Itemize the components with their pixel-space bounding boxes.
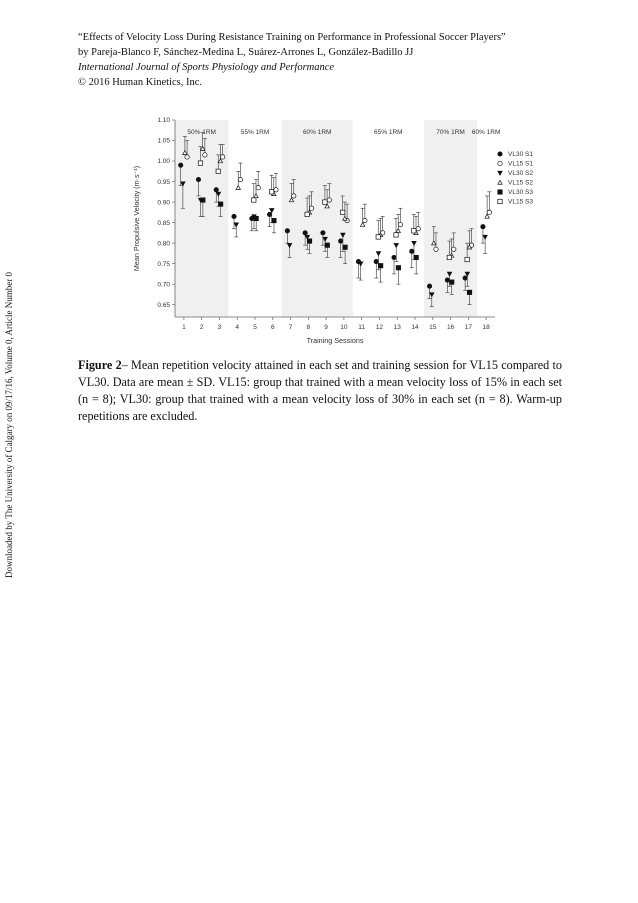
x-tick-label: 2 — [199, 324, 204, 331]
data-point — [447, 255, 451, 259]
data-point — [185, 155, 189, 159]
legend-marker-2 — [498, 161, 502, 165]
data-point — [256, 186, 260, 190]
data-point — [363, 218, 367, 222]
data-point — [254, 194, 258, 198]
x-tick-label: 13 — [393, 324, 401, 331]
y-tick-label: 0.80 — [157, 240, 170, 248]
data-point — [412, 229, 416, 233]
data-point — [338, 239, 342, 243]
x-tick-label: 16 — [446, 324, 455, 331]
data-point — [412, 241, 416, 245]
data-point — [467, 290, 471, 294]
data-point — [340, 210, 344, 214]
data-point — [376, 252, 380, 256]
phase-label-5: 70% 1RM — [436, 129, 465, 136]
data-point — [376, 235, 380, 239]
data-point — [327, 198, 331, 202]
data-point — [396, 229, 400, 233]
data-point — [198, 161, 202, 165]
x-tick-label: 8 — [306, 324, 311, 331]
data-point — [394, 233, 398, 237]
figure-label: Figure 2 — [78, 358, 122, 372]
x-tick-label: 17 — [464, 324, 472, 331]
data-point — [218, 202, 222, 206]
data-point — [232, 214, 236, 218]
figure-caption — [78, 357, 562, 425]
y-tick-label: 1.05 — [157, 137, 170, 145]
y-tick-label: 0.85 — [157, 219, 170, 227]
data-point — [360, 222, 364, 226]
phase-label-1: 50% 1RM — [187, 129, 216, 136]
x-axis-title: Training Sessions — [306, 336, 364, 345]
data-point — [254, 216, 258, 220]
phase-band-3 — [282, 120, 353, 317]
data-point — [234, 223, 238, 227]
legend-label-5: VL30 S3 — [508, 189, 533, 196]
data-point — [203, 153, 207, 157]
data-point — [414, 255, 418, 259]
x-tick-label: 15 — [429, 324, 437, 331]
data-point — [196, 177, 200, 181]
data-point — [434, 247, 438, 251]
data-point — [483, 235, 487, 239]
phase-label-3: 60% 1RM — [302, 129, 332, 136]
x-tick-label: 5 — [253, 324, 257, 331]
data-point — [445, 278, 449, 282]
data-point — [292, 194, 296, 198]
phase-label-2: 55% 1RM — [240, 129, 270, 136]
y-axis-title: Mean Propulsive Velocity (m·s⁻¹) — [132, 165, 141, 272]
legend-label-2: VL15 S1 — [508, 160, 533, 168]
legend-marker-1 — [498, 152, 502, 156]
y-tick-label: 0.70 — [157, 281, 170, 289]
x-tick-label: 14 — [411, 324, 419, 331]
data-point — [427, 284, 431, 288]
data-point — [378, 263, 382, 267]
data-point — [238, 177, 242, 181]
data-point — [398, 222, 402, 226]
data-point — [220, 155, 224, 159]
legend-marker-4 — [498, 180, 502, 184]
data-point — [452, 247, 456, 251]
data-point — [465, 257, 469, 261]
data-point — [214, 188, 218, 192]
data-point — [178, 163, 182, 167]
y-tick-label: 1.10 — [157, 117, 170, 125]
paper-header — [78, 30, 578, 90]
data-point — [323, 200, 327, 204]
data-point — [267, 212, 271, 216]
y-tick-label: 0.75 — [157, 260, 170, 268]
data-point — [463, 276, 467, 280]
data-point — [410, 249, 414, 253]
x-tick-label: 10 — [340, 324, 348, 331]
article-title: “Effects of Velocity Loss During Resistance Training on Performance in Professional Soccer Players” — [78, 32, 506, 43]
data-point — [307, 239, 311, 243]
data-point — [343, 245, 347, 249]
data-point — [272, 218, 276, 222]
data-point — [325, 243, 329, 247]
data-point — [487, 210, 491, 214]
y-tick-label: 0.65 — [157, 301, 170, 309]
data-point — [252, 198, 256, 202]
legend-label-1: VL30 S1 — [508, 151, 533, 158]
data-point — [321, 231, 325, 235]
article-authors: by Pareja-Blanco F, Sánchez-Medina L, Suárez-Arrones L, González-Badillo JJ — [78, 47, 414, 58]
legend-label-6: VL15 S3 — [508, 198, 533, 206]
data-point — [450, 280, 454, 284]
data-point — [236, 186, 240, 190]
x-tick-label: 3 — [217, 324, 222, 331]
download-watermark: Downloaded by The University of Calgary on 09/17/16, Volume 0, Article Number 0 — [4, 272, 14, 578]
y-tick-label: 1.00 — [157, 158, 170, 166]
legend-marker-3 — [498, 171, 502, 175]
phase-label-4: 65% 1RM — [374, 129, 403, 136]
x-tick-label: 12 — [375, 324, 384, 331]
legend-label-4: VL15 S2 — [508, 179, 533, 187]
x-tick-label: 9 — [324, 324, 328, 331]
y-tick-label: 0.90 — [157, 199, 170, 207]
legend-label-3: VL30 S2 — [508, 170, 533, 177]
data-point — [392, 255, 396, 259]
data-point — [305, 212, 309, 216]
data-point — [396, 266, 400, 270]
data-point — [374, 259, 378, 263]
x-tick-label: 11 — [358, 324, 366, 331]
legend-marker-6 — [498, 199, 502, 203]
y-tick-label: 0.95 — [157, 178, 170, 186]
data-point — [303, 231, 307, 235]
data-point — [485, 214, 489, 218]
data-point — [394, 243, 398, 247]
x-tick-label: 18 — [482, 324, 490, 331]
x-tick-label: 4 — [235, 324, 240, 331]
figure-caption-text: – Mean repetition velocity attained in each set and training session for VL15 compared to VL30. Data are mean ± SD. VL15: group that trained with a mean velocity loss of 15% in each set (n = 8); VL30: group that trained with a mean velocity loss of 30% in each set (n = 8). Warm-up repetitions are excluded. — [78, 358, 562, 423]
data-point — [216, 169, 220, 173]
data-point — [201, 198, 205, 202]
copyright-line: © 2016 Human Kinetics, Inc. — [78, 77, 203, 88]
phase-label-6: 60% 1RM — [471, 129, 501, 136]
data-point — [270, 209, 274, 213]
x-tick-label: 7 — [288, 324, 293, 331]
data-point — [274, 188, 278, 192]
data-point — [416, 227, 420, 231]
data-point — [269, 190, 273, 194]
data-point — [285, 229, 289, 233]
data-point — [481, 225, 485, 229]
x-tick-label: 1 — [182, 324, 186, 331]
velocity-chart — [125, 112, 540, 352]
journal-name: International Journal of Sports Physiology and Performance — [78, 62, 335, 73]
x-tick-label: 6 — [270, 324, 275, 331]
data-point — [309, 206, 313, 210]
legend-marker-5 — [498, 190, 502, 194]
phase-band-5 — [424, 120, 477, 317]
